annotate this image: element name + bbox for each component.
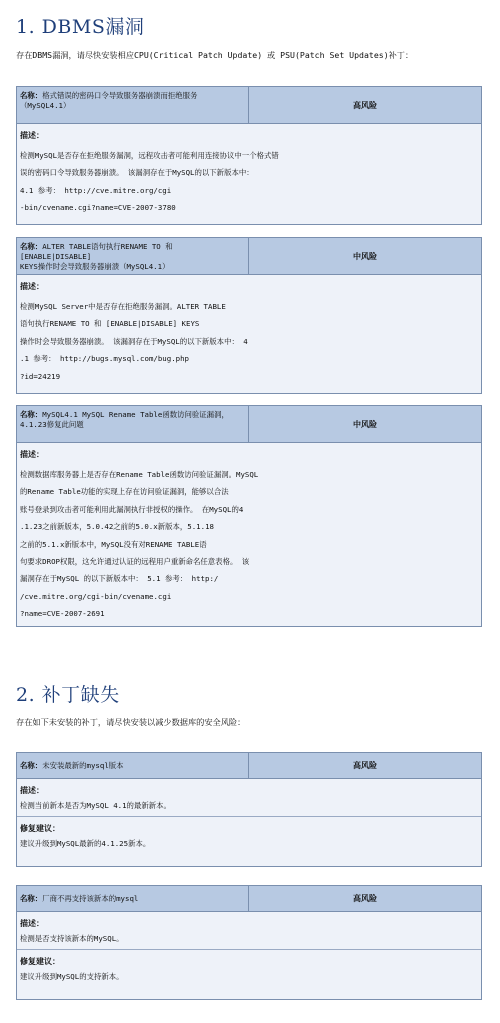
desc-line: 句要求DROP权限，这允许通过认证的远程用户重新命名任意表格。 该 [20, 557, 250, 567]
desc-line: 语句执行RENAME TO 和 [ENABLE|DISABLE] KEYS [20, 319, 200, 329]
desc-label: 描述： [20, 919, 44, 928]
desc-line: ?id=24219 [20, 371, 61, 381]
risk-level: 高风险 [353, 100, 377, 110]
desc-line: 4.1 参考： http://cve.mitre.org/cgi [20, 185, 172, 195]
patch-name: 名称：未安装最新的mysql版本 [17, 753, 249, 778]
section2-intro: 存在如下未安装的补丁，请尽快安装以减少数据库的安全风险： [16, 717, 246, 727]
desc-line: 账号登录到攻击者可能利用此漏洞执行非授权的操作。 在MySQL的4 [20, 504, 244, 514]
desc-line: 检测MySQL是否存在拒绝服务漏洞，远程攻击者可能利用连接协议中一个格式错 [20, 151, 279, 160]
desc-line: 操作时会导致服务器崩溃。 该漏洞存在于MySQL的以下新版本中： 4 [20, 336, 248, 346]
desc-line: .1 参考： http://bugs.mysql.com/bug.php [20, 354, 190, 364]
patch-name: 名称：厂商不再支持该新本的mysql [17, 886, 249, 911]
desc-label: 描述： [20, 450, 44, 459]
desc-line: .1.23之前新版本，5.0.42之前的5.0.x新版本，5.1.18 [20, 522, 214, 532]
desc-line: 误的密码口令导致服务器崩溃。 该漏洞存在于MySQL的以下新版本中： [20, 168, 254, 178]
vuln-name: 名称：ALTER TABLE语句执行RENAME TO 和 [ENABLE|DISABLE] KEYS操作时会导致服务器崩溃（MySQL4.1） [17, 238, 249, 274]
vuln-name: 名称：格式错误的密码口令导致服务器崩溃而拒绝服务 （MySQL4.1） [17, 87, 249, 123]
fix-line: 建议升级到MySQL的支持新本。 [20, 972, 124, 981]
risk-level: 高风险 [353, 761, 377, 770]
desc-label: 描述： [20, 786, 44, 795]
vuln-card [16, 237, 482, 394]
risk-level: 中风险 [353, 419, 377, 429]
fix-line: 建议升级到MySQL最新的4.1.25新本。 [20, 839, 151, 848]
desc-line: 检测MySQL Server中是否存在拒绝服务漏洞。ALTER TABLE [20, 302, 226, 311]
desc-label: 描述： [20, 131, 44, 140]
desc-line: 检测是否支持该新本的MySQL。 [20, 934, 124, 943]
vuln-card [16, 405, 482, 627]
vuln-card [16, 86, 482, 225]
desc-line: ?name=CVE-2007-2691 [20, 609, 105, 619]
section2-heading: 2. 补丁缺失 [16, 684, 120, 706]
desc-line: -bin/cvename.cgi?name=CVE-2007-3780 [20, 203, 176, 213]
section1-intro: 存在DBMS漏洞，请尽快安装相应CPU(Critical Patch Update) 或 PSU(Patch Set Updates)补丁： [16, 50, 414, 60]
risk-level: 高风险 [353, 894, 377, 903]
fix-label: 修复建议： [20, 957, 60, 966]
desc-line: 漏洞存在于MySQL 的以下新版本中： 5.1 参考： http:/ [20, 574, 219, 584]
patch-card [16, 885, 482, 1000]
desc-line: 检测数据库服务器上是否存在Rename Table函数访问验证漏洞。MySQL [20, 470, 259, 479]
risk-level: 中风险 [353, 251, 377, 261]
vuln-name: 名称：MySQL4.1 MySQL Rename Table函数访问验证漏洞， 4.1.23修复此问题 [17, 406, 249, 442]
desc-line: /cve.mitre.org/cgi-bin/cvename.cgi [20, 591, 172, 601]
patch-card [16, 752, 482, 867]
desc-line: 的Rename Table功能的实现上存在访问验证漏洞，能够以合法 [20, 487, 229, 497]
desc-line: 之前的5.1.x新版本中，MySQL没有对RENAME TABLE语 [20, 539, 207, 549]
desc-label: 描述： [20, 282, 44, 291]
fix-label: 修复建议： [20, 824, 60, 833]
section1-heading: 1. DBMS漏洞 [16, 16, 145, 38]
desc-line: 检测当前新本是否为MySQL 4.1的最新新本。 [20, 801, 171, 810]
